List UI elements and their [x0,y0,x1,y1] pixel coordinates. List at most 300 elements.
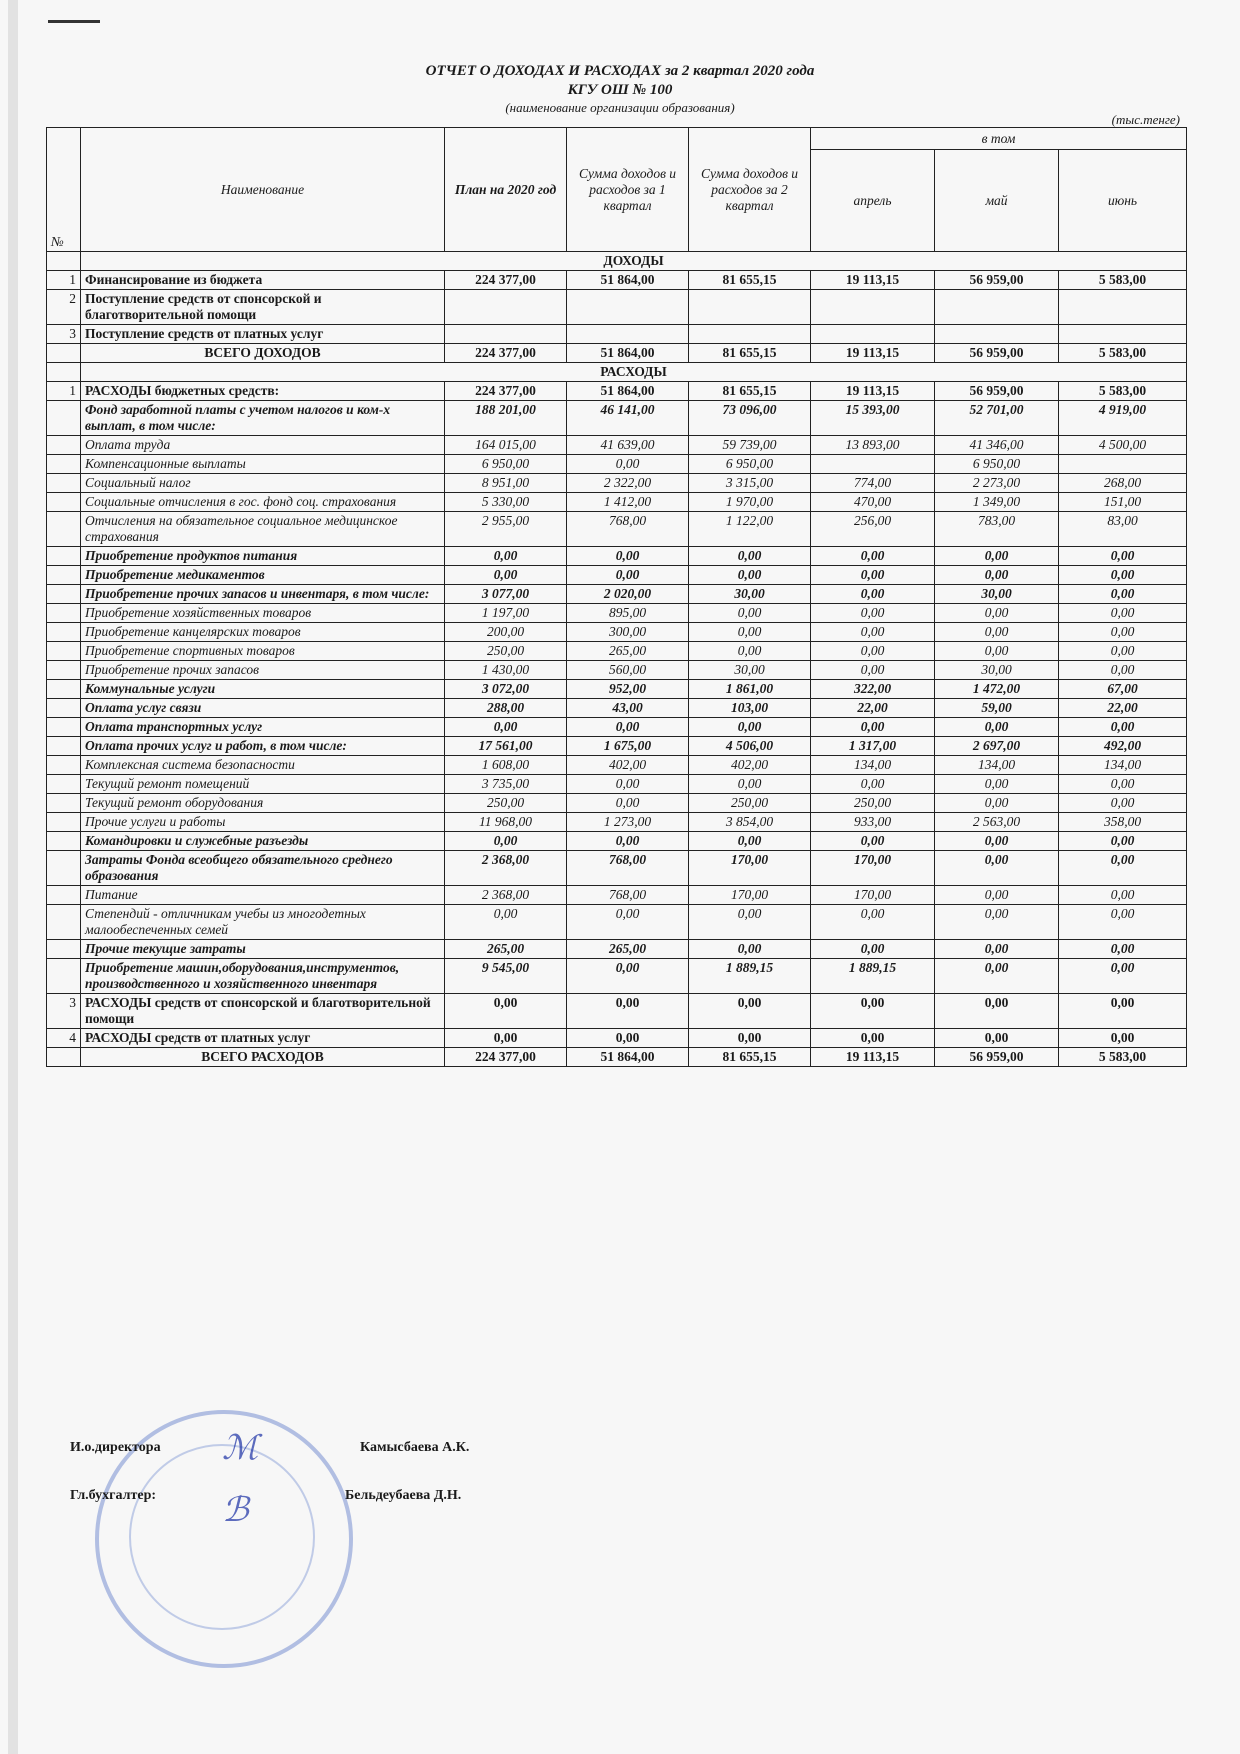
expense-row [47,813,1187,832]
cell-plan: 3 735,00 [445,775,567,794]
cell-jun: 492,00 [1059,737,1187,756]
row-number: 3 [47,325,81,344]
cell-q1: 1 675,00 [567,737,689,756]
cell-plan: 0,00 [445,547,567,566]
cell-plan [445,325,567,344]
cell-jun: 0,00 [1059,905,1187,940]
expense-row [47,775,1187,794]
cell-q2: 103,00 [689,699,811,718]
row-number [47,623,81,642]
cell-plan: 0,00 [445,1029,567,1048]
row-number [47,512,81,547]
expense-row [47,756,1187,775]
row-number [47,604,81,623]
header-q1: Сумма доходов и расходов за 1 квартал [567,128,689,252]
header-name: Наименование [81,128,445,252]
cell-apr: 0,00 [811,775,935,794]
cell-plan: 224 377,00 [445,344,567,363]
cell-plan: 2 955,00 [445,512,567,547]
cell-apr: 774,00 [811,474,935,493]
cell-jun: 0,00 [1059,642,1187,661]
document-title [0,62,1240,100]
expense-row [47,455,1187,474]
expense-row [47,623,1187,642]
cell-q2: 1 970,00 [689,493,811,512]
cell-q1: 46 141,00 [567,401,689,436]
cell-may: 0,00 [935,566,1059,585]
cell-jun: 0,00 [1059,959,1187,994]
cell-plan: 224 377,00 [445,271,567,290]
row-label: Оплата услуг связи [81,699,445,718]
cell-jun: 0,00 [1059,775,1187,794]
title-line-1: ОТЧЕТ О ДОХОДАХ И РАСХОДАХ за 2 квартал 2020 года [425,63,815,79]
cell-apr: 256,00 [811,512,935,547]
cell-plan: 1 197,00 [445,604,567,623]
cell-q2: 3 854,00 [689,813,811,832]
cell-q1: 402,00 [567,756,689,775]
cell-jun: 0,00 [1059,566,1187,585]
cell-apr: 0,00 [811,1029,935,1048]
cell-apr: 13 893,00 [811,436,935,455]
cell-may: 56 959,00 [935,382,1059,401]
cell-may: 0,00 [935,794,1059,813]
row-label: Оплата труда [81,436,445,455]
header-plan: План на 2020 год [445,128,567,252]
row-label: Поступление средств от платных услуг [81,325,445,344]
cell-apr: 0,00 [811,718,935,737]
cell-may: 0,00 [935,832,1059,851]
cell-apr: 0,00 [811,585,935,604]
row-number [47,905,81,940]
expense-row [47,512,1187,547]
cell-may: 30,00 [935,661,1059,680]
cell-apr [811,455,935,474]
cell-q1: 51 864,00 [567,1048,689,1067]
cell-q1: 895,00 [567,604,689,623]
stamp-emblem [129,1444,315,1630]
cell-may: 0,00 [935,886,1059,905]
cell-q2: 0,00 [689,775,811,794]
row-number [47,775,81,794]
row-label: Социальный налог [81,474,445,493]
row-label: Фонд заработной платы с учетом налогов и ком-х выплат, в том числе: [81,401,445,436]
cell-apr: 170,00 [811,851,935,886]
row-label: Прочие текущие затраты [81,940,445,959]
cell-jun: 151,00 [1059,493,1187,512]
row-label: Оплата транспортных услуг [81,718,445,737]
cell-q2: 81 655,15 [689,382,811,401]
row-number [47,959,81,994]
cell-plan [445,290,567,325]
row-label: Коммунальные услуги [81,680,445,699]
cell-q1: 51 864,00 [567,344,689,363]
cell-q2: 3 315,00 [689,474,811,493]
row-number: 3 [47,994,81,1029]
expense-row [47,851,1187,886]
report-body [47,252,1187,1067]
expense-row [47,699,1187,718]
cell-plan: 250,00 [445,794,567,813]
row-label: Социальные отчисления в гос. фонд соц. страхования [81,493,445,512]
expense-total-row [47,1048,1187,1067]
director-label: И.о.директора [70,1440,161,1455]
cell-jun: 67,00 [1059,680,1187,699]
row-number [47,851,81,886]
row-number [47,737,81,756]
cell-q2: 0,00 [689,547,811,566]
row-label: Прочие услуги и работы [81,813,445,832]
row-label: Компенсационные выплаты [81,455,445,474]
cell-jun: 4 500,00 [1059,436,1187,455]
expense-row [47,1029,1187,1048]
row-number [47,794,81,813]
units-label: (тыс.тенге) [1111,112,1180,127]
row-label: Приобретение продуктов питания [81,547,445,566]
header-q2: Сумма доходов и расходов за 2 квартал [689,128,811,252]
cell-apr: 22,00 [811,699,935,718]
cell-jun: 4 919,00 [1059,401,1187,436]
expense-row [47,547,1187,566]
cell-jun: 5 583,00 [1059,344,1187,363]
cell-apr [811,290,935,325]
cell-apr: 0,00 [811,642,935,661]
row-number: 4 [47,1029,81,1048]
cell-q1: 265,00 [567,940,689,959]
cell-may: 56 959,00 [935,271,1059,290]
cell-jun: 5 583,00 [1059,271,1187,290]
director-signature: ℳ [222,1428,259,1468]
cell-q1: 0,00 [567,905,689,940]
organization-caption: (наименование организации образования) [505,100,735,115]
director-name: Камысбаева А.К. [360,1440,470,1455]
header-num: № [47,128,81,252]
cell-q1: 0,00 [567,775,689,794]
cell-plan: 3 077,00 [445,585,567,604]
cell-q1: 0,00 [567,794,689,813]
cell-plan: 2 368,00 [445,886,567,905]
row-number [47,718,81,737]
expense-row [47,680,1187,699]
cell-jun: 0,00 [1059,1029,1187,1048]
cell-jun: 0,00 [1059,604,1187,623]
row-label: Текущий ремонт помещений [81,775,445,794]
row-number [47,756,81,775]
cell-jun: 0,00 [1059,994,1187,1029]
cell-apr: 250,00 [811,794,935,813]
cell-may: 0,00 [935,905,1059,940]
cell-jun: 268,00 [1059,474,1187,493]
cell-q2: 170,00 [689,851,811,886]
cell-q1: 51 864,00 [567,271,689,290]
cell-q1: 1 412,00 [567,493,689,512]
cell-apr: 322,00 [811,680,935,699]
cell-apr: 134,00 [811,756,935,775]
cell-q2: 0,00 [689,994,811,1029]
row-number [47,436,81,455]
cell-q2 [689,290,811,325]
cell-q2: 30,00 [689,585,811,604]
cell-q2: 0,00 [689,623,811,642]
cell-q1 [567,325,689,344]
expense-row [47,994,1187,1029]
cell-apr: 0,00 [811,832,935,851]
cell-jun: 358,00 [1059,813,1187,832]
cell-may: 56 959,00 [935,1048,1059,1067]
row-label: Питание [81,886,445,905]
expense-section-header: РАСХОДЫ [81,363,1187,382]
title-line-2: КГУ ОШ № 100 [567,82,673,98]
cell-jun: 5 583,00 [1059,382,1187,401]
cell-jun [1059,325,1187,344]
cell-q2: 0,00 [689,905,811,940]
cell-q1: 0,00 [567,1029,689,1048]
cell-may: 0,00 [935,940,1059,959]
cell-q2: 4 506,00 [689,737,811,756]
cell-q1: 768,00 [567,886,689,905]
row-number [47,401,81,436]
accountant-label: Гл.бухгалтер: [70,1488,157,1503]
cell-may: 0,00 [935,642,1059,661]
cell-jun: 22,00 [1059,699,1187,718]
cell-q2: 1 122,00 [689,512,811,547]
cell-q2: 0,00 [689,718,811,737]
cell-plan: 164 015,00 [445,436,567,455]
corner-mark [48,20,100,23]
cell-plan: 288,00 [445,699,567,718]
expense-row [47,436,1187,455]
cell-apr: 170,00 [811,886,935,905]
row-label: Текущий ремонт оборудования [81,794,445,813]
cell-plan: 250,00 [445,642,567,661]
cell-apr: 19 113,15 [811,271,935,290]
header-june: июнь [1059,150,1187,252]
cell-may: 6 950,00 [935,455,1059,474]
accountant-name: Бельдеубаева Д.Н. [345,1488,462,1503]
cell-q2: 1 861,00 [689,680,811,699]
cell-plan: 11 968,00 [445,813,567,832]
cell-jun: 134,00 [1059,756,1187,775]
cell-apr: 0,00 [811,623,935,642]
cell-apr [811,325,935,344]
expense-row [47,794,1187,813]
cell-jun: 0,00 [1059,851,1187,886]
cell-plan: 188 201,00 [445,401,567,436]
cell-plan: 265,00 [445,940,567,959]
cell-plan: 2 368,00 [445,851,567,886]
expense-row [47,905,1187,940]
cell-q2: 59 739,00 [689,436,811,455]
cell-q2: 81 655,15 [689,344,811,363]
cell-may: 1 472,00 [935,680,1059,699]
cell-q1: 560,00 [567,661,689,680]
cell-plan: 0,00 [445,905,567,940]
cell-may: 0,00 [935,775,1059,794]
row-label: РАСХОДЫ средств от спонсорской и благотворительной помощи [81,994,445,1029]
row-label: Степендий - отличникам учебы из многодетных малообеспеченных семей [81,905,445,940]
row-number [47,566,81,585]
cell-q1: 265,00 [567,642,689,661]
row-label: Приобретение медикаментов [81,566,445,585]
cell-apr: 1 889,15 [811,959,935,994]
row-number: 2 [47,290,81,325]
header-april: апрель [811,150,935,252]
cell-apr: 0,00 [811,547,935,566]
row-number [47,886,81,905]
cell-plan: 8 951,00 [445,474,567,493]
row-label: Поступление средств от спонсорской и благотворительной помощи [81,290,445,325]
cell-plan: 9 545,00 [445,959,567,994]
cell-may: 134,00 [935,756,1059,775]
cell-jun: 0,00 [1059,886,1187,905]
row-label: Финансирование из бюджета [81,271,445,290]
cell-may: 30,00 [935,585,1059,604]
cell-plan: 200,00 [445,623,567,642]
cell-q1 [567,290,689,325]
income-row [47,271,1187,290]
row-number [47,493,81,512]
cell-q2: 0,00 [689,604,811,623]
cell-q1: 300,00 [567,623,689,642]
cell-apr: 0,00 [811,994,935,1029]
cell-plan: 224 377,00 [445,1048,567,1067]
row-label: Приобретение канцелярских товаров [81,623,445,642]
cell-may: 0,00 [935,604,1059,623]
cell-apr: 1 317,00 [811,737,935,756]
expense-row [47,401,1187,436]
row-label: РАСХОДЫ бюджетных средств: [81,382,445,401]
cell-q1: 2 322,00 [567,474,689,493]
header-group: в том [811,128,1187,150]
income-row [47,325,1187,344]
expense-row [47,886,1187,905]
cell-jun: 0,00 [1059,623,1187,642]
expense-row [47,566,1187,585]
row-label: Комплексная система безопасности [81,756,445,775]
cell-apr: 0,00 [811,905,935,940]
cell-q1: 0,00 [567,455,689,474]
cell-may: 41 346,00 [935,436,1059,455]
cell-q1: 0,00 [567,832,689,851]
cell-plan: 17 561,00 [445,737,567,756]
cell-plan: 5 330,00 [445,493,567,512]
row-label: ВСЕГО РАСХОДОВ [81,1048,445,1067]
expense-row [47,642,1187,661]
cell-q2: 6 950,00 [689,455,811,474]
row-number [47,455,81,474]
cell-apr: 19 113,15 [811,344,935,363]
scan-edge [8,0,18,1754]
income-row [47,290,1187,325]
row-number [47,547,81,566]
cell-jun [1059,455,1187,474]
expense-row [47,832,1187,851]
cell-q1: 0,00 [567,566,689,585]
cell-q2 [689,325,811,344]
expense-row [47,604,1187,623]
row-number: 1 [47,271,81,290]
cell-may: 2 697,00 [935,737,1059,756]
cell-q1: 0,00 [567,994,689,1029]
row-number [47,661,81,680]
expense-row [47,585,1187,604]
cell-q1: 41 639,00 [567,436,689,455]
cell-jun [1059,290,1187,325]
accountant-signature: ℬ [222,1490,249,1530]
row-label: Приобретение спортивных товаров [81,642,445,661]
cell-may: 0,00 [935,623,1059,642]
cell-plan: 1 430,00 [445,661,567,680]
cell-apr: 0,00 [811,940,935,959]
cell-q2: 81 655,15 [689,271,811,290]
row-number [47,474,81,493]
cell-q2: 250,00 [689,794,811,813]
cell-q2: 402,00 [689,756,811,775]
row-number [47,642,81,661]
cell-jun: 0,00 [1059,585,1187,604]
cell-q1: 768,00 [567,851,689,886]
cell-apr: 0,00 [811,661,935,680]
row-label: Приобретение машин,оборудования,инструментов, производственного и хозяйственного инвентаря [81,959,445,994]
cell-q1: 0,00 [567,547,689,566]
row-label: Приобретение хозяйственных товаров [81,604,445,623]
cell-q1: 952,00 [567,680,689,699]
row-label: Командировки и служебные разъезды [81,832,445,851]
cell-plan: 0,00 [445,832,567,851]
row-label: Затраты Фонда всеобщего обязательного среднего образования [81,851,445,886]
row-label: ВСЕГО ДОХОДОВ [81,344,445,363]
cell-may: 0,00 [935,547,1059,566]
cell-apr: 15 393,00 [811,401,935,436]
cell-plan: 0,00 [445,994,567,1029]
row-number: 1 [47,382,81,401]
row-number [47,680,81,699]
expense-row [47,474,1187,493]
cell-may [935,325,1059,344]
cell-q2: 73 096,00 [689,401,811,436]
cell-may: 0,00 [935,718,1059,737]
cell-apr: 0,00 [811,566,935,585]
row-number [47,813,81,832]
cell-may: 783,00 [935,512,1059,547]
cell-jun: 0,00 [1059,547,1187,566]
row-label: Приобретение прочих запасов и инвентаря, в том числе: [81,585,445,604]
cell-q2: 81 655,15 [689,1048,811,1067]
expense-row [47,940,1187,959]
expense-row [47,959,1187,994]
expense-row [47,382,1187,401]
cell-may: 2 273,00 [935,474,1059,493]
income-section-header: ДОХОДЫ [81,252,1187,271]
cell-jun: 0,00 [1059,794,1187,813]
cell-jun: 0,00 [1059,718,1187,737]
cell-plan: 0,00 [445,718,567,737]
cell-plan: 6 950,00 [445,455,567,474]
row-number [47,940,81,959]
cell-q2: 0,00 [689,940,811,959]
cell-plan: 0,00 [445,566,567,585]
cell-q1: 1 273,00 [567,813,689,832]
cell-q1: 0,00 [567,718,689,737]
cell-q1: 2 020,00 [567,585,689,604]
cell-q2: 30,00 [689,661,811,680]
cell-may: 0,00 [935,959,1059,994]
cell-may: 59,00 [935,699,1059,718]
cell-may [935,290,1059,325]
cell-q2: 1 889,15 [689,959,811,994]
cell-q2: 0,00 [689,642,811,661]
row-label: Приобретение прочих запасов [81,661,445,680]
cell-may: 0,00 [935,1029,1059,1048]
